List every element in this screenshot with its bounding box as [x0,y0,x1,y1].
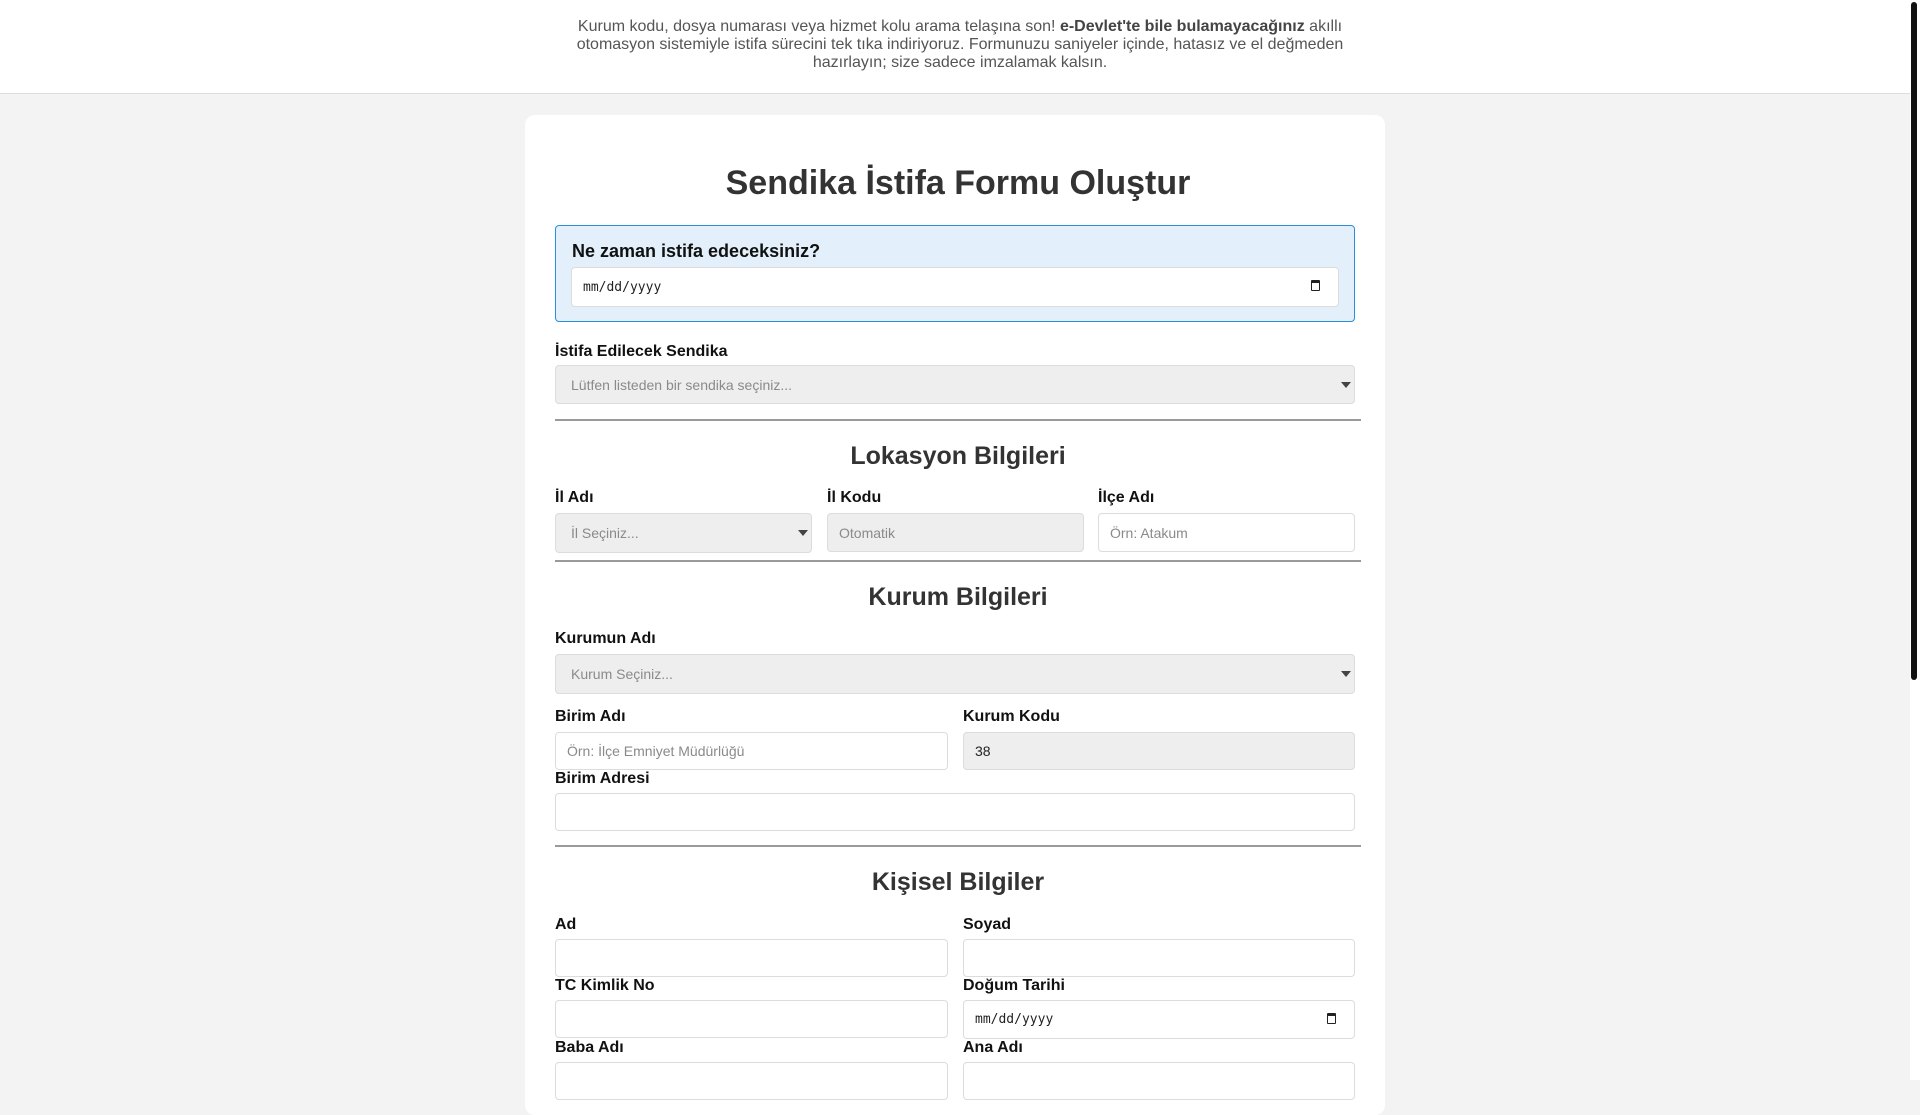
resign-date-box [555,225,1355,322]
union-select-value: Lütfen listeden bir sendika seçiniz... [571,376,793,393]
calendar-icon[interactable] [1327,1013,1336,1024]
union-select[interactable] [555,365,1355,404]
district-name-label: İlçe Adı [1098,489,1155,506]
province-select-value: İl Seçiniz... [571,525,639,541]
chevron-down-icon [1341,671,1351,677]
page-title: Sendika İstifa Formu Oluştur [725,164,1191,202]
first-name-input[interactable] [555,939,948,977]
union-label: İstifa Edilecek Sendika [555,343,728,360]
last-name-label: Soyad [963,916,1012,933]
section-divider [555,845,1361,847]
institution-select[interactable] [555,654,1355,694]
calendar-icon[interactable] [1311,280,1320,291]
mother-name-label: Ana Adı [963,1039,1023,1056]
father-name-label: Baba Adı [555,1039,624,1056]
intro-text-bold: e-Devlet'te bile bulamayacağınız [1059,18,1305,35]
birth-date-placeholder: mm/dd/yyyy [975,1012,1054,1027]
resign-date-placeholder: mm/dd/yyyy [583,279,662,295]
father-name-input[interactable] [555,1062,948,1100]
institution-name-label: Kurumun Adı [555,630,656,647]
province-code-placeholder: Otomatik [839,524,896,541]
birth-date-input[interactable] [963,1000,1355,1039]
province-name-label: İl Adı [555,489,594,506]
tc-id-label: TC Kimlik No [555,977,655,994]
unit-address-input[interactable] [555,793,1355,831]
province-code-label: İl Kodu [827,489,882,506]
intro-text [560,18,1360,72]
section-title-institution: Kurum Bilgileri [868,583,1048,611]
birth-date-label: Doğum Tarihi [963,977,1065,994]
top-banner [0,0,1910,94]
province-select[interactable] [555,513,812,553]
section-title-personal: Kişisel Bilgiler [871,868,1045,896]
unit-name-input[interactable] [555,732,948,770]
unit-name-placeholder: Örn: İlçe Emniyet Müdürlüğü [567,743,745,759]
resign-date-label: Ne zaman istifa edeceksiniz? [572,241,821,261]
district-name-placeholder: Örn: Atakum [1110,524,1188,541]
mother-name-input[interactable] [963,1062,1355,1100]
tc-id-input[interactable] [555,1000,948,1038]
institution-code-label: Kurum Kodu [963,708,1060,725]
resign-date-input[interactable] [571,267,1339,307]
unit-address-label: Birim Adresi [555,770,650,787]
chevron-down-icon [1341,382,1351,388]
section-divider [555,560,1361,562]
intro-text-part2: akıllı otomasyon sistemiyle istifa sürecini tek tıka indiriyoruz. Formunuzu saniyeler içinde, hatasız ve el değmeden hazırlayın; size sadece imzalamak kalsın. [576,18,1344,71]
unit-name-label: Birim Adı [555,708,626,725]
last-name-input[interactable] [963,939,1355,977]
chevron-down-icon [798,530,808,536]
intro-text-part1: Kurum kodu, dosya numarası veya hizmet kolu arama telaşına son! [577,18,1060,35]
institution-code-value: 38 [975,743,991,759]
section-divider [555,419,1361,421]
scrollbar-thumb[interactable] [1911,2,1917,680]
institution-code-input[interactable] [963,732,1355,770]
institution-select-value: Kurum Seçiniz... [571,666,673,682]
district-name-input[interactable] [1098,513,1355,552]
section-title-location: Lokasyon Bilgileri [850,442,1066,470]
province-code-input[interactable] [827,513,1084,552]
first-name-label: Ad [555,916,577,933]
